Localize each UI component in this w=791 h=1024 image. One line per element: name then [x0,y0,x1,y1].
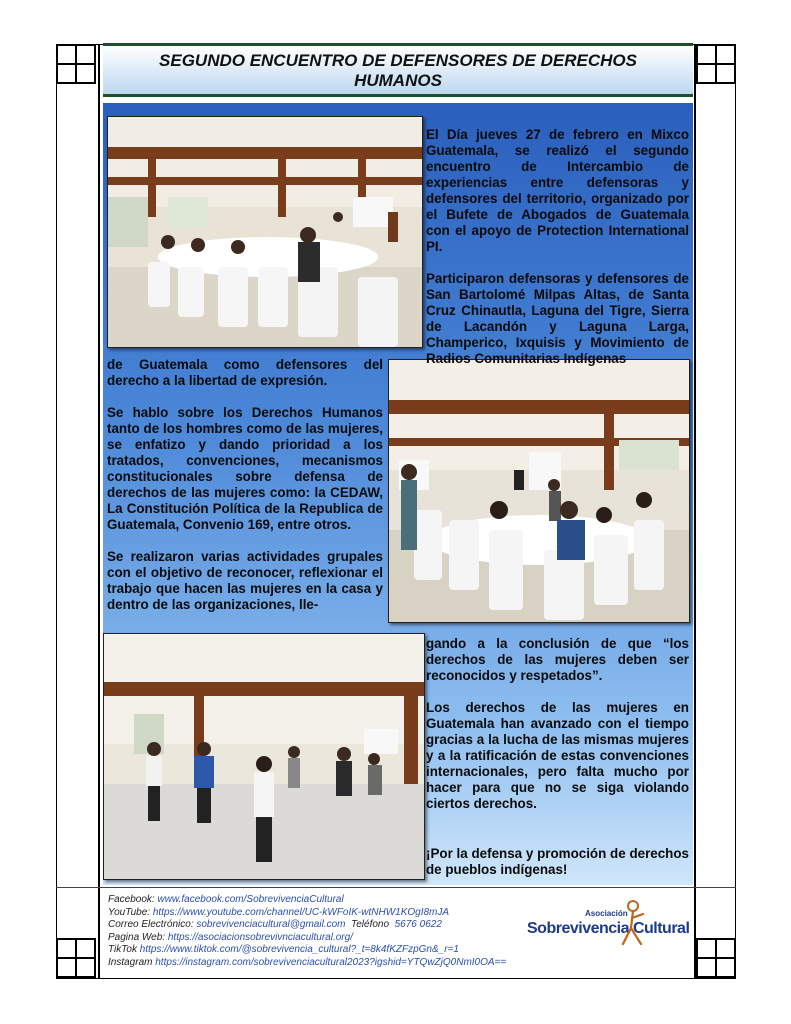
paragraph-conclusion: gando a la conclusión de que “los derechos de las mujeres deben ser reconocidos y respetados”. [426,636,689,683]
corner-ornament-bottom-right [696,938,736,978]
frame-bottom-line [56,978,736,979]
youtube-line [108,907,548,920]
facebook-line [108,894,548,907]
instagram-line [108,957,548,970]
phone-label: Teléfono [345,919,395,931]
article-text-block-3 [426,636,689,878]
title-line-2: HUMANOS [354,71,442,90]
paragraph-freedom-expression: de Guatemala como defensores del derecho a la libertad de expresión. [107,357,383,388]
paragraph-group-activities: Se realizaron varias actividades grupales con el objetivo de reconocer, reflexionar el trabajo que hacen las mujeres en la casa y dentro de las organizaciones, lle- [107,549,383,612]
footer-contacts [108,894,548,970]
facebook-label: Facebook: [108,894,158,905]
phone-value[interactable]: 5676 0622 [394,919,442,931]
corner-ornament-bottom-left [56,938,96,978]
frame-inner-right-line [694,44,696,979]
website-line [108,932,548,945]
page-title [103,51,693,91]
article-text-block-1 [426,127,689,367]
logo-figure-icon [613,898,653,948]
frame-inner-left-line [98,44,100,979]
website-label: Pagina Web: [108,931,168,943]
title-line-1: SEGUNDO ENCUENTRO DE DEFENSORES DE DERECHOS [159,51,637,70]
email-link[interactable]: sobrevivenciacultural@gmail.com [196,919,346,931]
contact-line [108,919,548,932]
logo-small-text: Asociación [585,909,628,918]
youtube-link[interactable]: https://www.youtube.com/channel/UC-kWFoIK-wtNHW1KOgI8mJA [152,906,450,918]
meeting-photo-3 [103,633,425,880]
youtube-label: YouTube: [108,906,153,918]
meeting-photo-1 [107,116,423,348]
corner-ornament-top-right [696,44,736,84]
tiktok-line [108,944,548,957]
meeting-photo-2 [388,359,690,623]
corner-ornament-top-left [56,44,96,84]
paragraph-progress: Los derechos de las mujeres en Guatemala han avanzado con el tiempo gracias a la lucha de las mismas mujeres y a la ratificación de estas convenciones internacionales, pero falta mucho por hacer para que no se siga violando ciertos derechos. [426,700,689,811]
website-link[interactable]: https://asociacionsobrevivnciacultural.org/ [167,931,353,943]
paragraph-human-rights: Se hablo sobre los Derechos Humanos tanto de los hombres como de las mujeres, se enfatizo y dando prioridad a los tratados, convenciones, mecanismos constitucionales sobre defensa de derechos de las mujeres como: la CEDAW, La Constitución Política de la Republica de Guatemala, Convenio 169, entre otros. [107,405,383,532]
instagram-label: Instagram [108,956,156,968]
tiktok-label: TikTok [108,944,140,956]
facebook-link[interactable]: www.facebook.com/SobrevivenciaCultural [157,894,344,905]
footer-divider [56,887,736,888]
paragraph-participants: Participaron defensoras y defensores de San Bartolomé Milpas Altas, de Santa Cruz Chinautla, Laguna del Tigre, Sierra de Lacandón y Laguna Larga, Champerico, Ixquisis y Movimiento de Radios Comunitarias Indígenas [426,271,689,366]
organization-logo [525,898,690,948]
article-text-block-2 [107,357,383,613]
frame-right-line [735,44,736,979]
paragraph-closing-slogan: ¡Por la defensa y promoción de derechos de pueblos indígenas! [426,846,689,877]
email-label: Correo Electrónico: [108,919,197,931]
logo-name-text: Sobrevivencia Cultural [527,920,690,937]
frame-left-line [56,44,57,979]
instagram-link[interactable]: https://instagram.com/sobrevivenciacultural2023?igshid=YTQwZjQ0NmI0OA== [155,956,507,968]
paragraph-event-intro: El Día jueves 27 de febrero en Mixco Guatemala, se realizó el segundo encuentro de Intercambio de experiencias entre defensoras y defensores del territorio, organizado por el Bufete de Abogados de Guatemala con el apoyo de Protection International PI. [426,127,689,254]
tiktok-link[interactable]: https://www.tiktok.com/@sobrevivencia_cultural?_t=8k4fKZFzpGn&_r=1 [139,944,459,956]
title-banner [103,43,693,97]
